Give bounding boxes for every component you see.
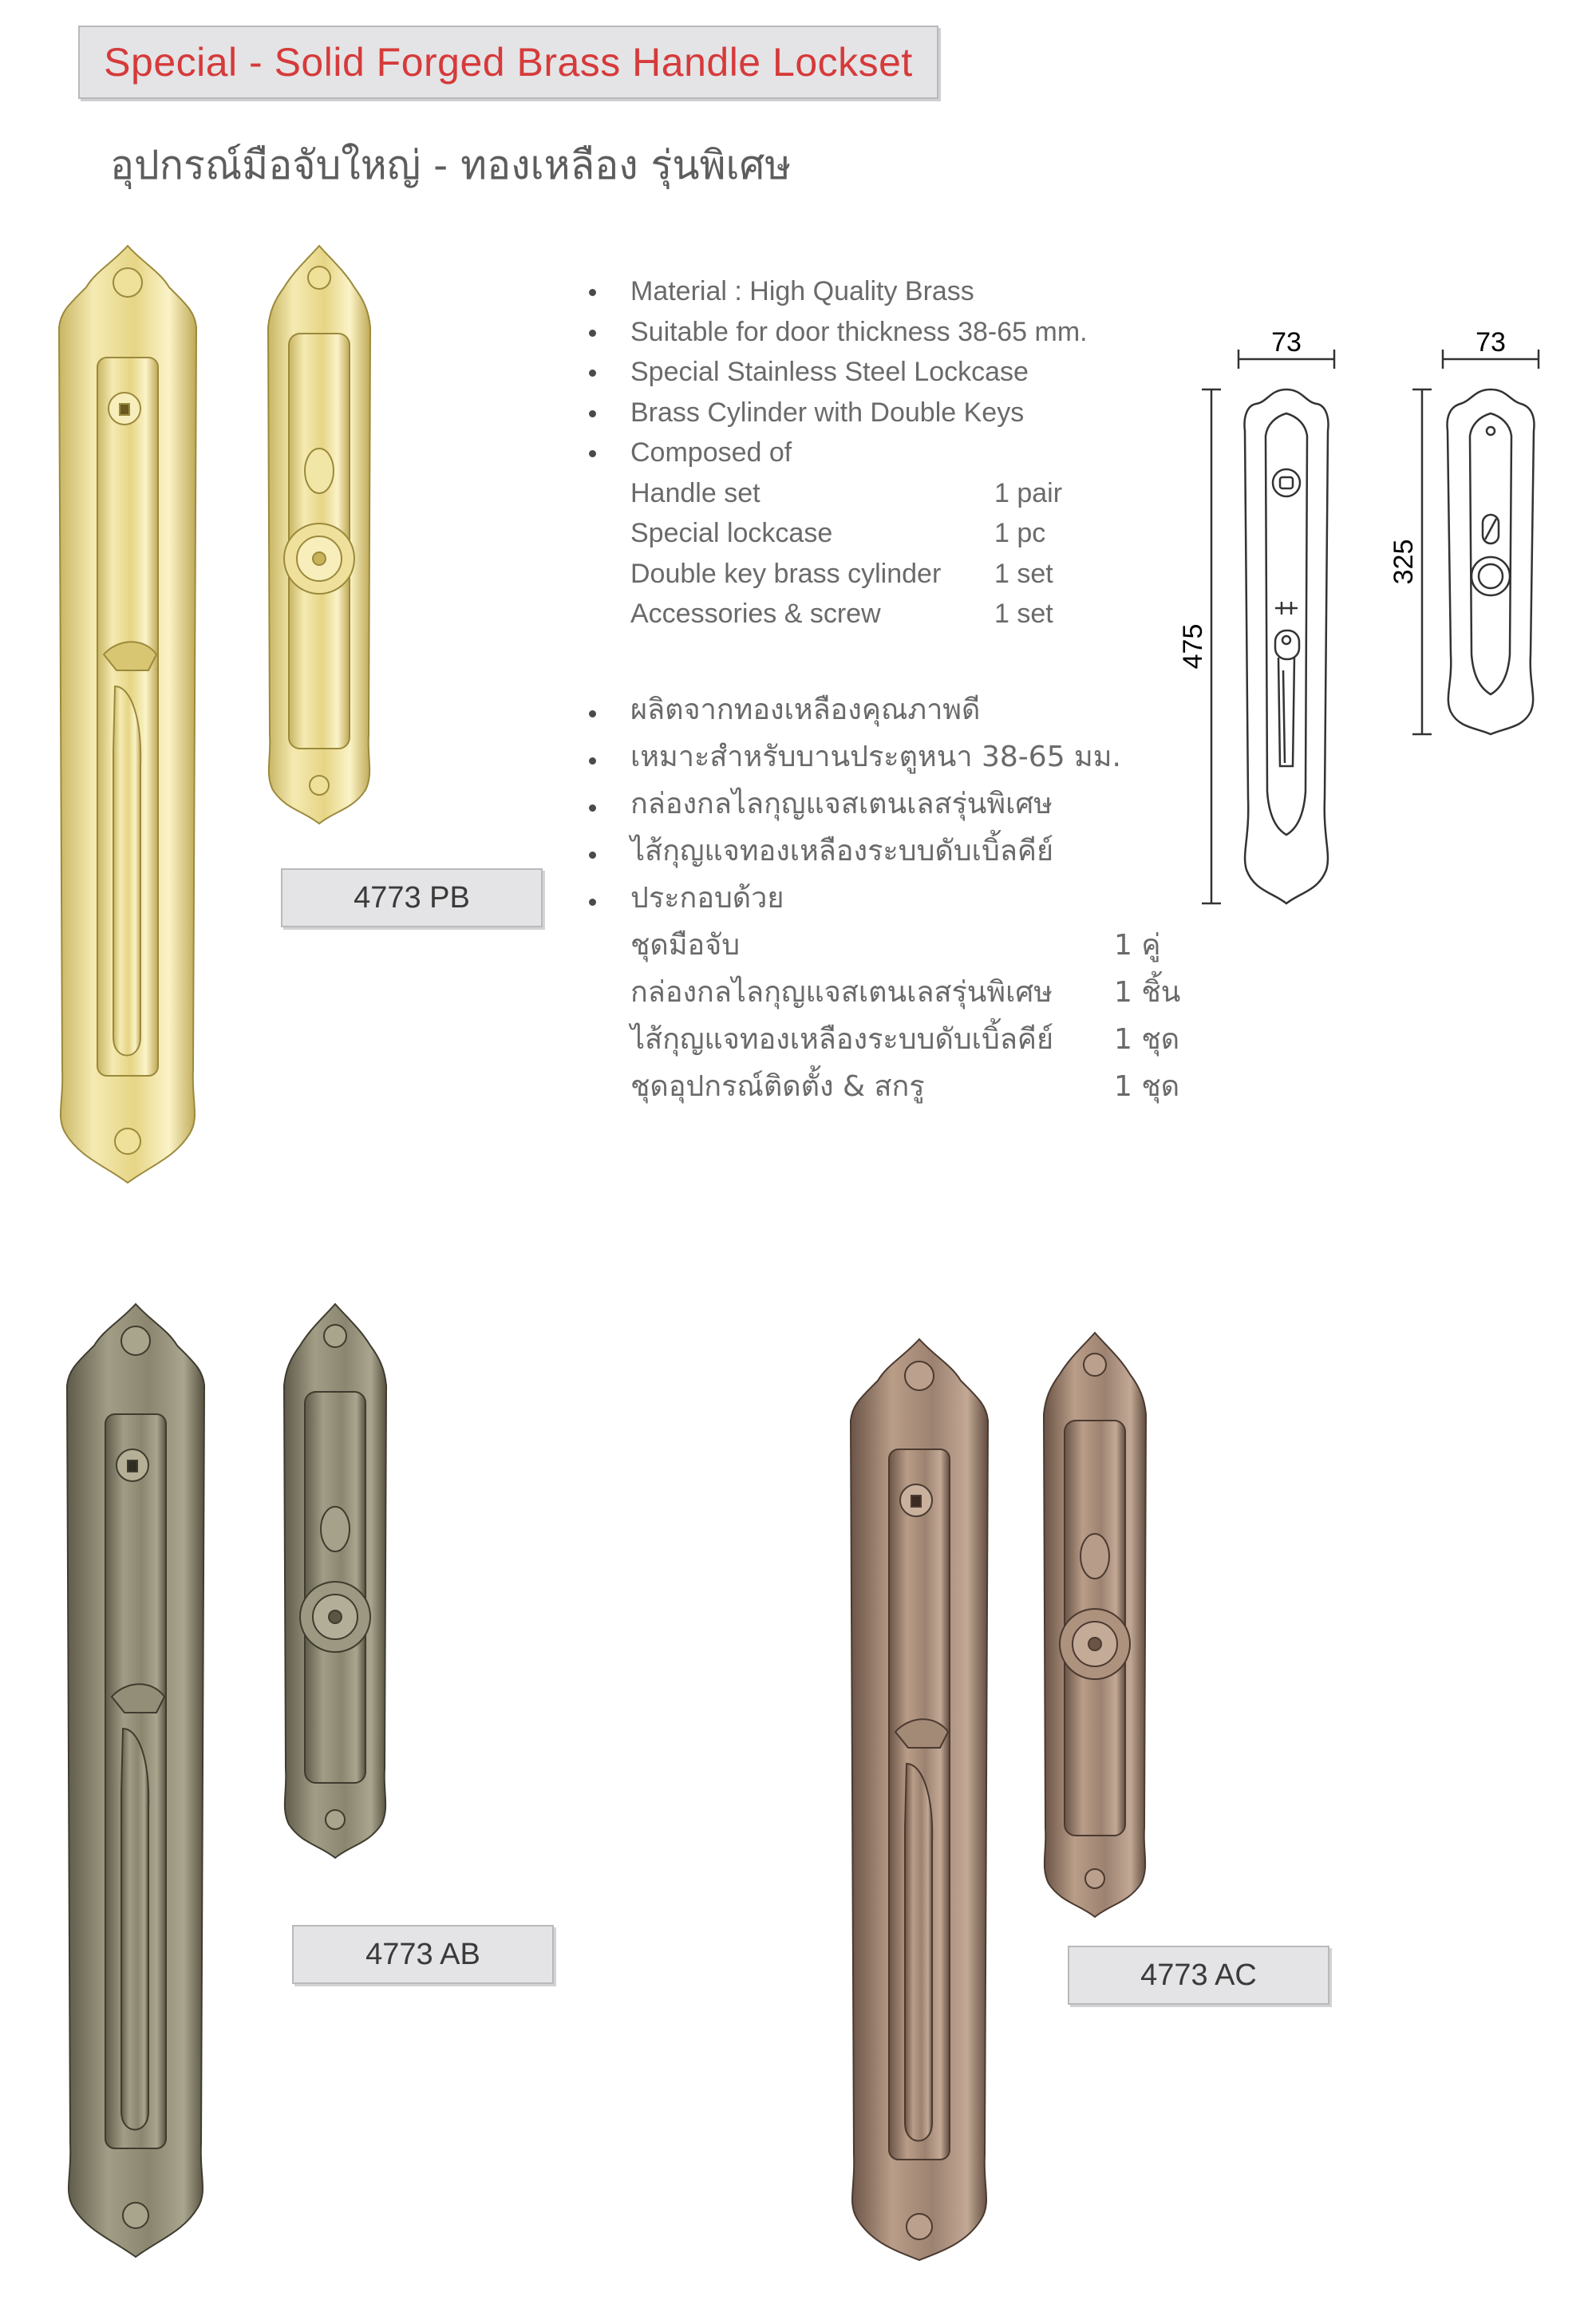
spec-text: เหมาะสำหรับบานประตูหนา 38-65 มม. — [630, 741, 1121, 773]
component-qty: 1 set — [994, 599, 1053, 629]
product-image-4773-ab — [56, 1298, 407, 2263]
spec-text: ไส้กุญแจทองเหลืองระบบดับเบิ้ลคีย์ — [630, 835, 1054, 867]
product-code-4773-ac: 4773 AC — [1068, 1946, 1329, 2005]
page-title: Special - Solid Forged Brass Handle Lockset — [104, 40, 913, 85]
page-subtitle-thai: อุปกรณ์มือจับใหญ่ - ทองเหลือง รุ่นพิเศษ — [110, 142, 792, 188]
component-qty: 1 ชุด — [1114, 1023, 1180, 1056]
title-banner — [78, 26, 938, 99]
spec-text: Material : High Quality Brass — [630, 276, 974, 306]
spec-text: ประกอบด้วย — [630, 882, 784, 915]
bullet-icon — [589, 370, 596, 377]
component-name: Handle set — [630, 477, 760, 508]
component-qty: 1 set — [994, 558, 1053, 589]
spec-text: กล่องกลไลกุญแจสเตนเลสรุ่นพิเศษ — [630, 788, 1053, 820]
bullet-icon — [589, 710, 596, 717]
product-code-4773-pb: 4773 PB — [281, 868, 543, 927]
component-qty: 1 ชิ้น — [1114, 976, 1181, 1009]
component-name: ชุดมือจับ — [630, 929, 741, 962]
bullet-icon — [589, 804, 596, 812]
product-image-4773-pb — [48, 239, 399, 1189]
back-height-label: 325 — [1389, 539, 1419, 585]
component-name: ไส้กุญแจทองเหลืองระบบดับเบิ้ลคีย์ — [630, 1023, 1054, 1056]
component-name: กล่องกลไลกุญแจสเตนเลสรุ่นพิเศษ — [630, 976, 1053, 1009]
dimension-drawing — [1178, 319, 1580, 926]
component-qty: 1 คู่ — [1114, 929, 1161, 962]
bullet-icon — [589, 330, 596, 337]
component-qty: 1 pc — [994, 518, 1046, 548]
component-name: Double key brass cylinder — [630, 558, 942, 589]
bullet-icon — [589, 289, 596, 296]
component-qty: 1 ชุด — [1114, 1070, 1180, 1103]
bullet-icon — [589, 450, 596, 457]
spec-text: Composed of — [630, 437, 792, 468]
bullet-icon — [589, 899, 596, 906]
front-height-label: 475 — [1178, 623, 1208, 670]
front-width-label: 73 — [1271, 327, 1302, 358]
spec-text: ผลิตจากทองเหลืองคุณภาพดี — [630, 694, 981, 726]
component-name: Special lockcase — [630, 518, 833, 548]
component-name: Accessories & screw — [630, 599, 881, 629]
component-qty: 1 pair — [994, 477, 1063, 508]
component-name: ชุดอุปกรณ์ติดตั้ง & สกรู — [630, 1070, 925, 1103]
product-code-4773-ab: 4773 AB — [292, 1925, 554, 1984]
spec-text: Brass Cylinder with Double Keys — [630, 397, 1025, 428]
bullet-icon — [589, 852, 596, 859]
spec-text: Special Stainless Steel Lockcase — [630, 357, 1029, 387]
product-image-4773-ac — [839, 1333, 1191, 2267]
spec-text: Suitable for door thickness 38-65 mm. — [630, 316, 1088, 347]
bullet-icon — [589, 757, 596, 765]
bullet-icon — [589, 410, 596, 417]
back-width-label: 73 — [1476, 327, 1506, 358]
